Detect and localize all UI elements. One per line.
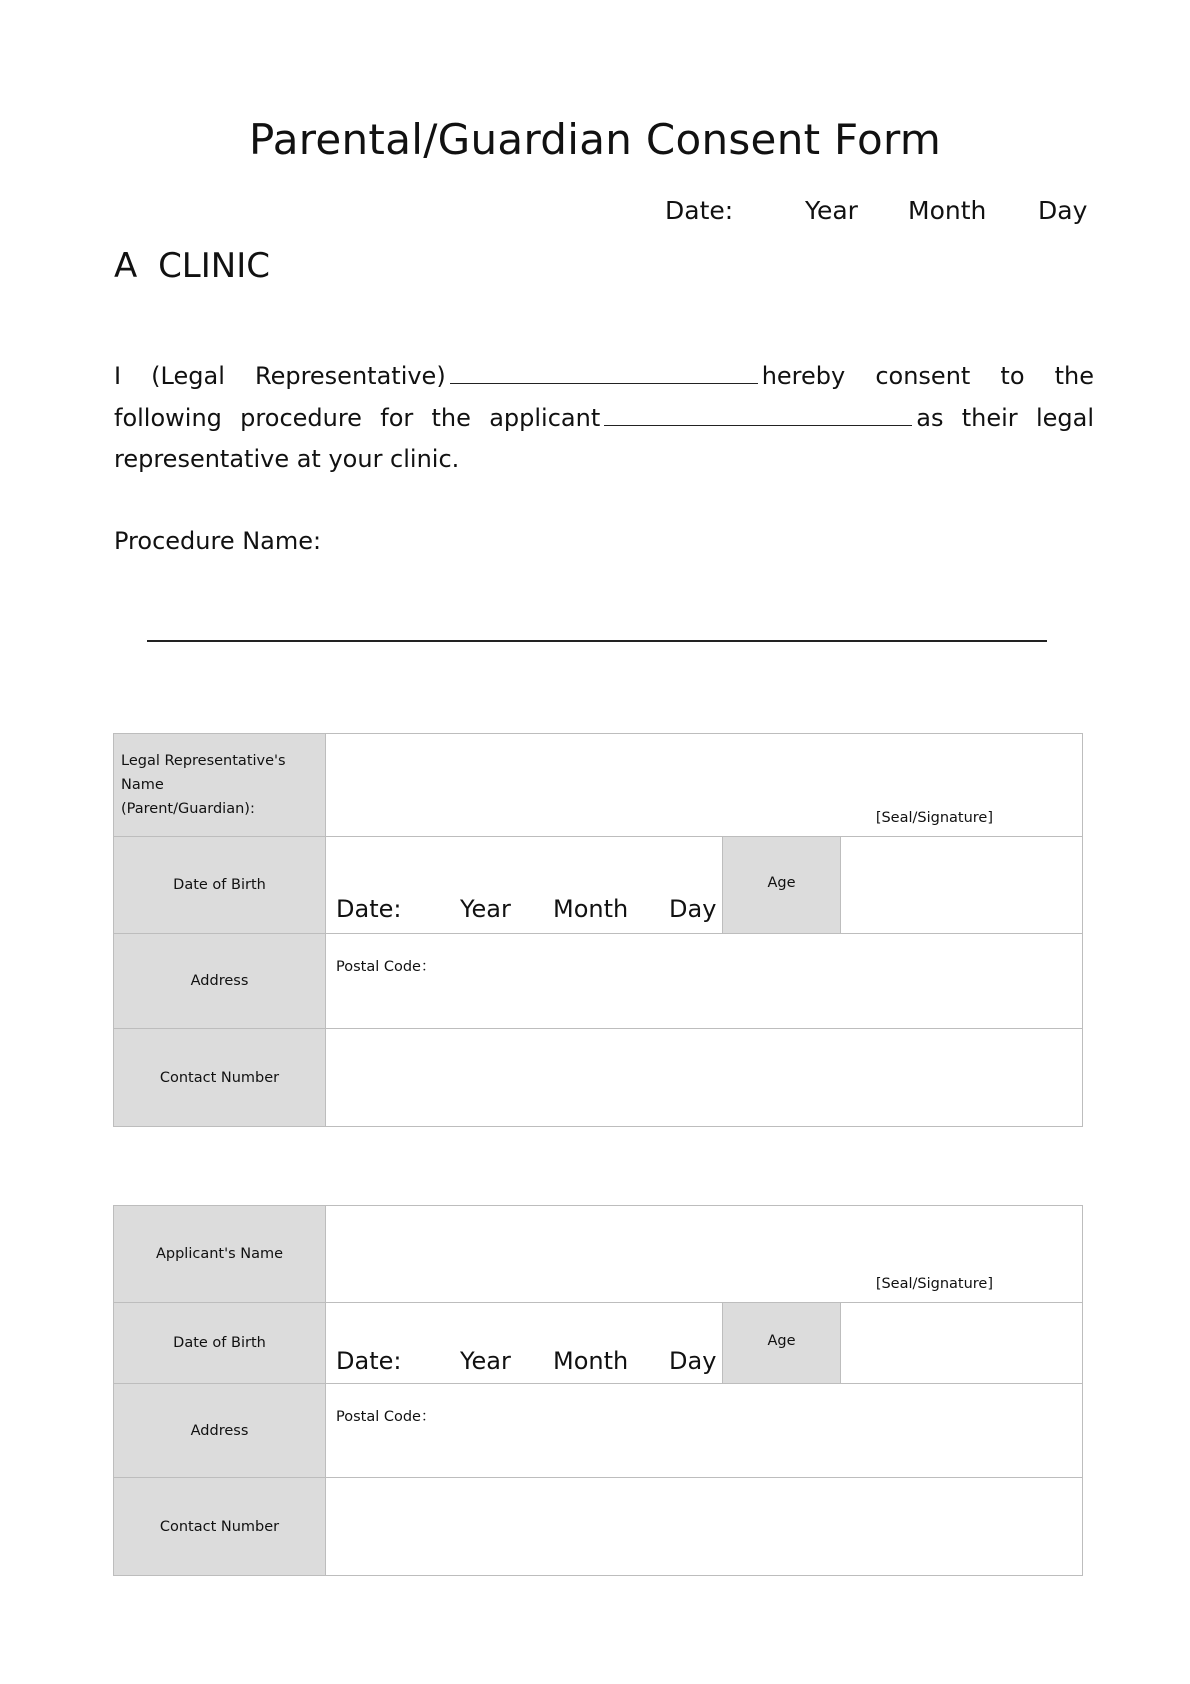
guardian-info-table xyxy=(113,733,1083,1127)
applicant-name-blank[interactable] xyxy=(604,403,912,426)
consent-statement xyxy=(114,356,1094,481)
guardian-contact-label: Contact Number xyxy=(114,1029,326,1127)
procedure-name-line[interactable] xyxy=(147,640,1047,642)
applicant-info-table xyxy=(113,1205,1083,1576)
guardian-postal-code-label: Postal Code： xyxy=(336,959,436,975)
guardian-address-field[interactable] xyxy=(326,934,1083,1029)
guardian-name-label-line1: Legal Representative's Name xyxy=(121,753,286,793)
applicant-dob-month: Month xyxy=(553,1347,629,1375)
guardian-dob-day: Day xyxy=(669,895,717,923)
applicant-dob-field[interactable] xyxy=(326,1303,723,1384)
applicant-address-label: Address xyxy=(114,1384,326,1478)
applicant-contact-field[interactable] xyxy=(326,1478,1083,1576)
applicant-contact-label: Contact Number xyxy=(114,1478,326,1576)
guardian-name-label-line2: (Parent/Guardian): xyxy=(121,801,255,817)
guardian-dob-label: Date of Birth xyxy=(114,837,326,934)
applicant-name-label: Applicant's Name xyxy=(114,1206,326,1303)
guardian-name-label xyxy=(114,734,326,837)
form-title: Parental/Guardian Consent Form xyxy=(248,115,942,164)
applicant-dob-day: Day xyxy=(669,1347,717,1375)
guardian-dob-field[interactable] xyxy=(326,837,723,934)
guardian-contact-field[interactable] xyxy=(326,1029,1083,1127)
guardian-age-field[interactable] xyxy=(841,837,1083,934)
header-date-month[interactable]: Month xyxy=(908,196,987,225)
guardian-seal-signature: [Seal/Signature] xyxy=(875,810,994,826)
applicant-seal-signature: [Seal/Signature] xyxy=(875,1276,994,1292)
applicant-dob-year: Year xyxy=(460,1347,511,1375)
guardian-address-label: Address xyxy=(114,934,326,1029)
guardian-dob-date-label: Date: xyxy=(336,895,402,923)
applicant-age-label: Age xyxy=(723,1303,841,1384)
legal-representative-blank[interactable] xyxy=(450,361,758,384)
header-date-row xyxy=(0,196,1190,226)
applicant-dob-date xyxy=(336,1347,726,1377)
guardian-dob-date xyxy=(336,895,726,925)
applicant-address-field[interactable] xyxy=(326,1384,1083,1478)
guardian-name-field[interactable] xyxy=(326,734,1083,837)
procedure-name-label: Procedure Name: xyxy=(114,527,322,555)
applicant-age-field[interactable] xyxy=(841,1303,1083,1384)
applicant-dob-date-label: Date: xyxy=(336,1347,402,1375)
guardian-age-label: Age xyxy=(723,837,841,934)
applicant-name-field[interactable] xyxy=(326,1206,1083,1303)
clinic-name: A CLINIC xyxy=(114,246,270,286)
header-date-day[interactable]: Day xyxy=(1038,196,1088,225)
guardian-dob-month: Month xyxy=(553,895,629,923)
header-date-label: Date: xyxy=(665,196,734,225)
applicant-postal-code-label: Postal Code： xyxy=(336,1409,436,1425)
header-date-year[interactable]: Year xyxy=(805,196,858,225)
statement-part2: hereby consent to the following procedure for the applicant xyxy=(114,362,1095,432)
statement-part3: as their legal representative at your clinic. xyxy=(114,403,1095,473)
statement-part1: I (Legal Representative) xyxy=(114,362,446,390)
applicant-dob-label: Date of Birth xyxy=(114,1303,326,1384)
guardian-dob-year: Year xyxy=(460,895,511,923)
